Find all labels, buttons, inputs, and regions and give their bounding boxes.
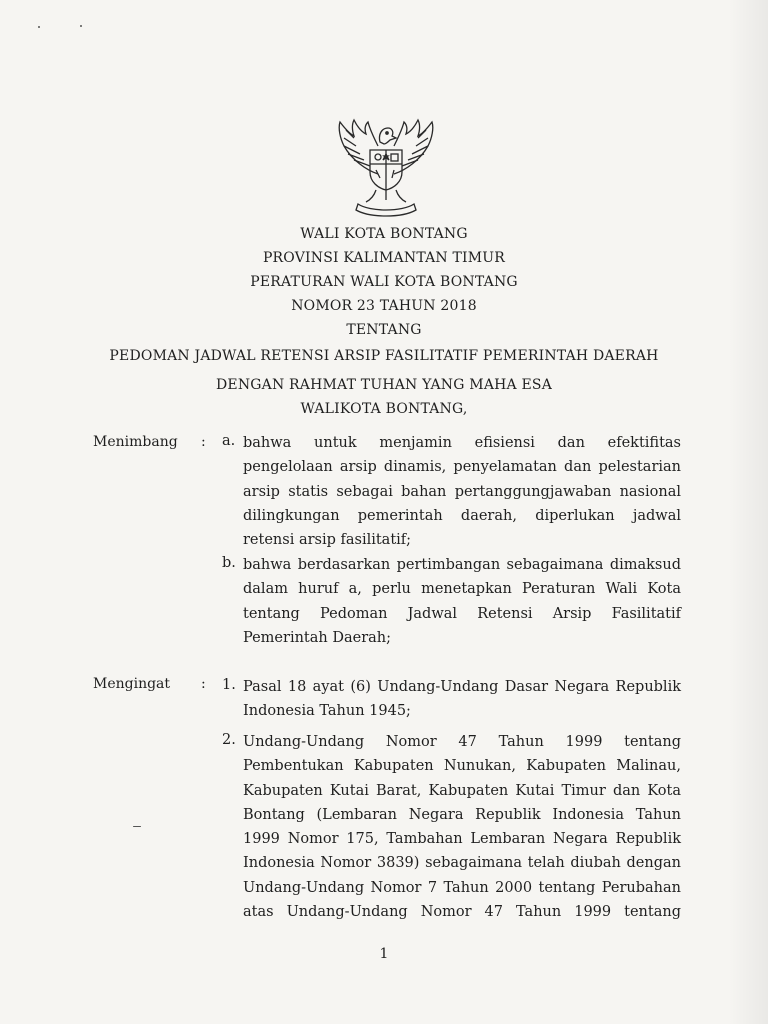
mengingat-item-marker: 2. bbox=[222, 732, 236, 748]
mengingat-label: Mengingat bbox=[93, 676, 171, 692]
about-heading: TENTANG bbox=[346, 322, 422, 338]
regulation-number: NOMOR 23 TAHUN 2018 bbox=[291, 298, 477, 314]
garuda-pancasila-emblem-icon bbox=[330, 116, 442, 220]
regulation-title: PEDOMAN JADWAL RETENSI ARSIP FASILITATIF PEMERINTAH DAERAH bbox=[109, 348, 659, 364]
mengingat-item-text: Undang-Undang Nomor 47 Tahun 1999 tentang Pembentukan Kabupaten Nunukan, Kabupaten Malinau, Kabupaten Kutai Barat, Kabupaten Kutai Timur dan Kota Bontang (Lembaran Negara Republik Indonesia Tahun 1999 Nomor 175, Tambahan Lembaran Negara Republik Indonesia Nomor 3839) sebagaimana telah diubah dengan Undang-Undang Nomor 7 Tahun 2000 tentang Perubahan atas Undang-Undang Nomor 47 Tahun 1999 tentang bbox=[243, 734, 681, 921]
menimbang-label: Menimbang bbox=[93, 434, 178, 450]
menimbang-item-text: bahwa untuk menjamin efisiensi dan efektifitas pengelolaan arsip dinamis, penyelamatan dan pelestarian arsip statis sebagai bahan pertanggungjawaban nasional dilingkungan pemerintah daerah, diperlukan jadwal retensi arsip fasilitatif; bbox=[243, 435, 681, 549]
mengingat-item-text: Pasal 18 ayat (6) Undang-Undang Dasar Negara Republik Indonesia Tahun 1945; bbox=[243, 679, 681, 720]
scan-speck bbox=[80, 25, 82, 27]
province-name: PROVINSI KALIMANTAN TIMUR bbox=[262, 250, 506, 266]
page-number: 1 bbox=[379, 946, 389, 962]
regent-title: WALI KOTA BONTANG bbox=[300, 226, 468, 242]
blessing-line: DENGAN RAHMAT TUHAN YANG MAHA ESA bbox=[215, 377, 553, 393]
mengingat-colon: : bbox=[201, 676, 206, 692]
menimbang-item-marker: a. bbox=[222, 433, 236, 449]
menimbang-colon: : bbox=[201, 434, 206, 450]
scan-speck bbox=[133, 826, 141, 827]
mengingat-item-marker: 1. bbox=[222, 677, 236, 693]
regulation-type: PERATURAN WALI KOTA BONTANG bbox=[250, 274, 518, 290]
menimbang-item-marker: b. bbox=[222, 555, 236, 571]
menimbang-item-text: bahwa berdasarkan pertimbangan sebagaimana dimaksud dalam huruf a, perlu menetapkan Peraturan Wali Kota tentang Pedoman Jadwal Retensi Arsip Fasilitatif Pemerintah Daerah; bbox=[243, 557, 681, 646]
scan-edge-shade bbox=[728, 0, 768, 1024]
official-line: WALIKOTA BONTANG, bbox=[300, 401, 468, 417]
scan-speck bbox=[38, 26, 40, 28]
